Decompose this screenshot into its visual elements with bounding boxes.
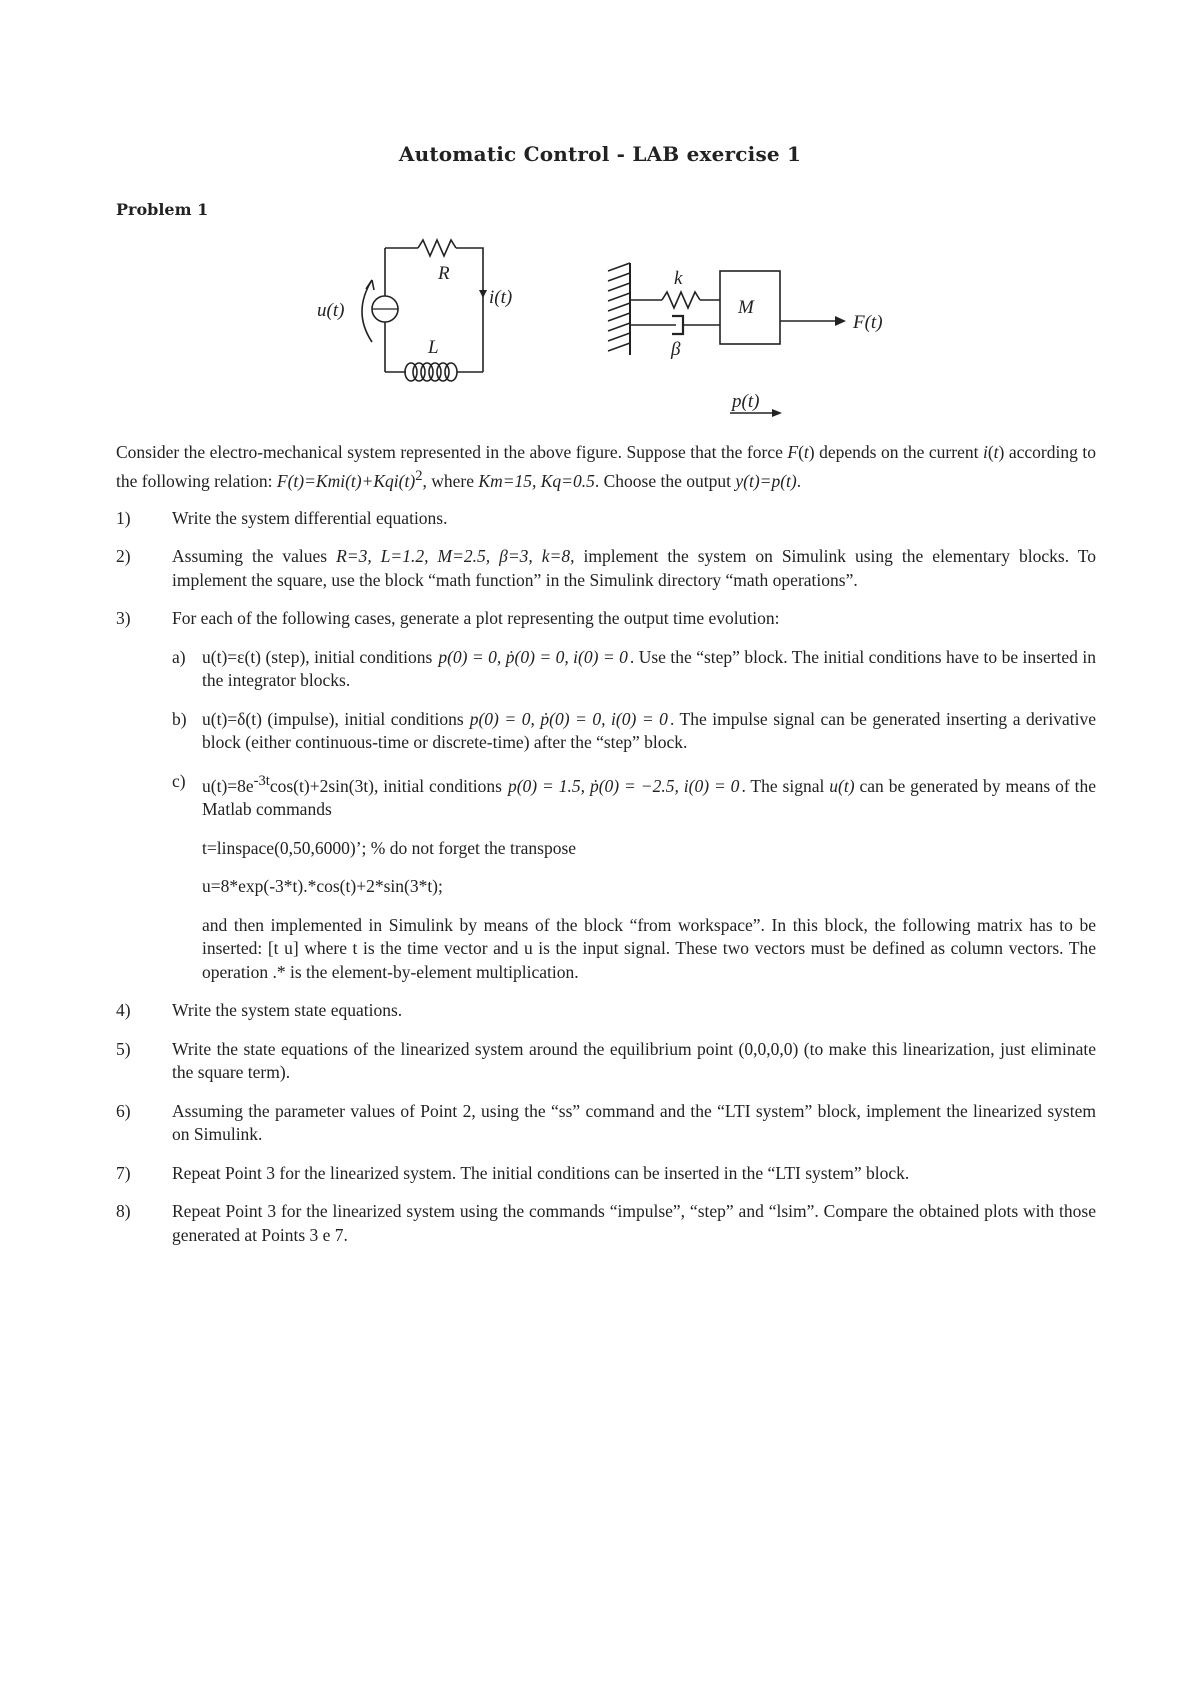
intro-paragraph: Consider the electro-mechanical system represented in the above figure. Suppose that the force F(t) depends on the current i(t) according to the following relation: $F(t)=Kmi(t)+Kqi(t)^2$, where Km=15, Kq=0.5. Choose the output y(t)=p(t). xyxy=(116,442,1097,491)
list-item: 8) Repeat Point 3 for the linearized system using the commands “impulse”, “step” and “lsim”. Compare the obtained plots with those generated at Points 3 e 7. xyxy=(116,1201,1096,1245)
from-workspace-paragraph: and then implemented in Simulink by means of the block “from workspace”. In this block, the following matrix has to be inserted: [t u] where t is the time vector and u is the input signal. These two vectors must be defined as column vectors. The operation .* is the element-by-element multiplication. xyxy=(202,914,1096,982)
force-arrow-icon xyxy=(835,316,846,326)
voltage-arrow-icon xyxy=(362,280,372,342)
position-arrow-icon xyxy=(772,409,782,417)
page-title: Automatic Control - LAB exercise 1 xyxy=(398,142,802,166)
inductor-label: L xyxy=(428,337,439,358)
system-figure xyxy=(0,0,1200,440)
matlab-command: u=8*exp(-3*t).*cos(t)+2*sin(3*t); xyxy=(202,876,443,897)
current-label: i(t) xyxy=(489,287,513,308)
list-item: 2) Assuming the values R=3, L=1.2, M=2.5, β=3, k=8, implement the system on Simulink using the elementary blocks. To implement the square, use the block “math function” in the Simulink directory “math operations”. xyxy=(116,546,1096,590)
resistor-label: R xyxy=(438,263,450,284)
problem-heading: Problem 1 xyxy=(116,200,209,219)
mass-spring-damper xyxy=(608,263,836,355)
force-label: F(t) xyxy=(853,312,883,333)
resistor-icon xyxy=(418,240,456,256)
sub-item: a) u(t)=ε(t) (step), initial conditions p(0) = 0, ṗ(0) = 0, i(0) = 0 . Use the “step” block. The initial conditions have to be inserted in the integrator blocks. xyxy=(172,646,1096,691)
sub-item: b) u(t)=δ(t) (impulse), initial conditions p(0) = 0, ṗ(0) = 0, i(0) = 0 . The impulse signal can be generated inserting a derivative block (either continuous-time or discrete-time) after the “step” block. xyxy=(172,708,1096,753)
inductor-icon xyxy=(405,363,457,381)
position-label: p(t) xyxy=(732,391,760,412)
list-item: 6) Assuming the parameter values of Point 2, using the “ss” command and the “LTI system” block, implement the linearized system on Simulink. xyxy=(116,1100,1096,1145)
spring-label: k xyxy=(674,268,683,289)
rlc-circuit xyxy=(362,240,483,381)
damper-label: β xyxy=(671,339,681,360)
list-item: 7) Repeat Point 3 for the linearized system. The initial conditions can be inserted in the “LTI system” block. xyxy=(116,1162,910,1183)
current-arrow-icon xyxy=(479,290,487,298)
list-item: 5) Write the state equations of the linearized system around the equilibrium point (0,0,0,0) (to make this linearization, just eliminate the square term). xyxy=(116,1038,1096,1083)
list-item: 4) Write the system state equations. xyxy=(116,1000,403,1021)
matlab-command: t=linspace(0,50,6000)’; % do not forget the transpose xyxy=(202,837,577,858)
list-item: 3) For each of the following cases, generate a plot representing the output time evolution: xyxy=(116,608,780,629)
voltage-label: u(t) xyxy=(317,300,345,321)
list-item: 1) Write the system differential equations. xyxy=(116,507,448,528)
problem-text xyxy=(116,441,1096,1262)
mass-label: M xyxy=(738,297,754,318)
sub-item: c) $u(t)=8e^{-3t}\cos(t)+2\sin(3t)$, initial conditions p(0) = 1.5, ṗ(0) = −2.5, i(0) = 0 . The signal u(t) can be generated by means of the Matlab commands xyxy=(172,770,1096,820)
spring-icon xyxy=(662,292,700,308)
